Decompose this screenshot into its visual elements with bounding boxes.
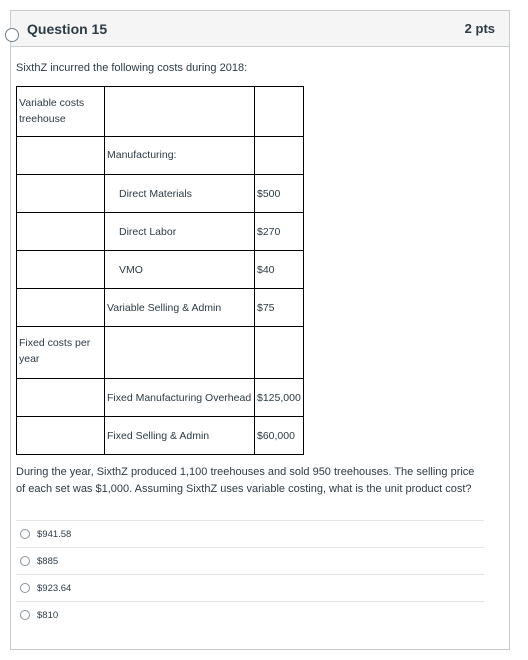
table-cell: [17, 137, 105, 175]
table-cell: Fixed costs per year: [17, 327, 105, 379]
radio-button-icon[interactable]: [20, 556, 30, 566]
answer-label: $923.64: [37, 582, 72, 594]
radio-button-icon[interactable]: [20, 583, 30, 593]
table-cell: $60,000: [255, 417, 304, 455]
answer-label: $885: [37, 555, 59, 567]
table-cell: [105, 87, 255, 137]
question-intro: SixthZ incurred the following costs during 2018:: [16, 62, 248, 74]
table-cell: [17, 213, 105, 251]
cost-table: [16, 86, 304, 455]
table-cell: Variable costs treehouse: [17, 87, 105, 137]
flag-question-icon[interactable]: [5, 28, 19, 42]
answer-option[interactable]: [16, 547, 484, 574]
answer-option[interactable]: [16, 574, 484, 601]
table-cell: Direct Materials: [105, 175, 255, 213]
table-cell: VMO: [105, 251, 255, 289]
table-cell: $270: [255, 213, 304, 251]
table-cell: [17, 175, 105, 213]
table-row: [17, 379, 304, 417]
table-row: [17, 87, 304, 137]
question-points: 2 pts: [464, 21, 495, 36]
table-cell: Fixed Selling & Admin: [105, 417, 255, 455]
radio-button-icon[interactable]: [20, 529, 30, 539]
answer-list: [16, 520, 484, 628]
table-cell: Fixed Manufacturing Overhead: [105, 379, 255, 417]
table-cell: $125,000: [255, 379, 304, 417]
table-cell: [17, 379, 105, 417]
table-row: [17, 213, 304, 251]
table-cell: [255, 327, 304, 379]
table-cell: $75: [255, 289, 304, 327]
table-cell: [17, 417, 105, 455]
answer-option[interactable]: [16, 520, 484, 547]
table-cell: [17, 289, 105, 327]
question-prompt: During the year, SixthZ produced 1,100 treehouses and sold 950 treehouses. The selling price of each set was $1,000. Assuming SixthZ uses variable costing, what is the unit product cost?: [16, 466, 475, 495]
question-header: [11, 11, 509, 47]
table-cell: $40: [255, 251, 304, 289]
table-cell: Manufacturing:: [105, 137, 255, 175]
table-cell: [255, 87, 304, 137]
table-cell: Direct Labor: [105, 213, 255, 251]
table-row: [17, 327, 304, 379]
question-title: Question 15: [27, 20, 108, 37]
table-row: [17, 137, 304, 175]
table-cell: [17, 251, 105, 289]
table-row: [17, 175, 304, 213]
table-row: [17, 289, 304, 327]
table-row: [17, 251, 304, 289]
table-cell: [105, 327, 255, 379]
table-cell: [255, 137, 304, 175]
answer-label: $941.58: [37, 528, 72, 540]
answer-option[interactable]: [16, 601, 484, 628]
table-cell: Variable Selling & Admin: [105, 289, 255, 327]
radio-button-icon[interactable]: [20, 610, 30, 620]
answer-label: $810: [37, 609, 59, 621]
table-row: [17, 417, 304, 455]
table-cell: $500: [255, 175, 304, 213]
